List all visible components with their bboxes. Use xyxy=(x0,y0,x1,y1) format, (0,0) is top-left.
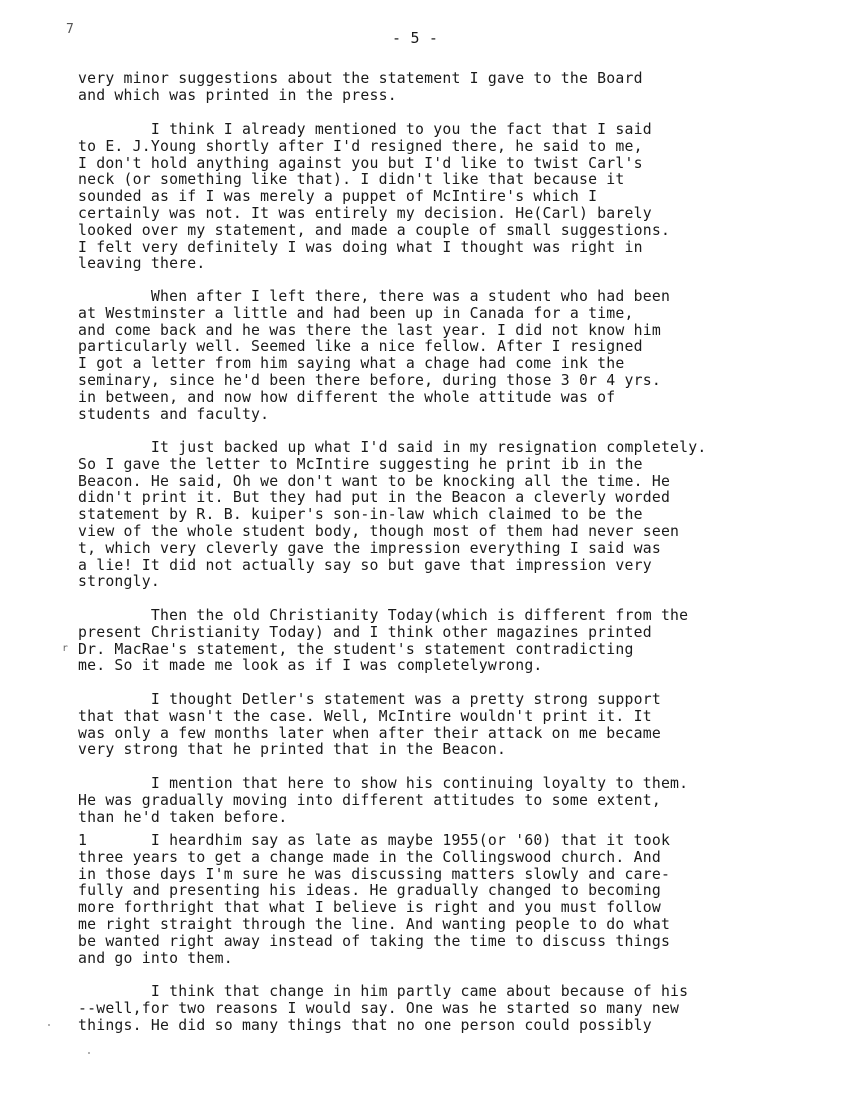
paragraph-8: 1 I heardhim say as late as maybe 1955(or '60) that it took three years to get a change made in the Collingswood church. And in those days I'm sure he was discussing matters slowly and care- fully and presenting his ideas. He gradually changed to becoming more forthright that what I believe is right and you must follow me right straight through the line. And wanting people to do what be wanted right away instead of taking the time to discuss things and go into them. xyxy=(78,832,671,967)
scan-speck xyxy=(48,1024,50,1026)
paragraph-5: Then the old Christianity Today(which is different from the present Christianity Today) and I think other magazines printed Dr. MacRae's statement, the student's statement contradicting me. So it made me look as if I was completelywrong. xyxy=(78,607,689,675)
paragraph-4: It just backed up what I'd said in my resignation completely. So I gave the letter to McIntire suggesting he print ib in the Beacon. He said, Oh we don't want to be knocking all the time. He didn't print it. But they had put in the Beacon a cleverly worded statement by R. B. kuiper's son-in-law which claimed to be the view of the whole student body, though most of them had never seen t, which very cleverly gave the impression everything I said was a lie! It did not actually say so but gave that impression very strongly. xyxy=(78,439,707,591)
margin-annotation: r xyxy=(62,643,69,654)
paragraph-7: I mention that here to show his continuing loyalty to them. He was gradually moving into different attitudes to some extent, than he'd taken before. xyxy=(78,775,689,826)
paragraph-9: I think that change in him partly came about because of his --well,for two reasons I would say. One was he started so many new things. He did so many things that no one person could possibly xyxy=(78,983,689,1034)
corner-handwritten-mark: 7 xyxy=(66,22,75,37)
paragraph-3: When after I left there, there was a student who had been at Westminster a little and had been up in Canada for a time, and come back and he was there the last year. I did not know him particularly well. Seemed like a nice fellow. After I resigned I got a letter from him saying what a chage had come ink the seminary, since he'd been there before, during those 3 0r 4 yrs. in between, and now how different the whole attitude was of students and faculty. xyxy=(78,288,671,423)
page-number: - 5 - xyxy=(392,29,439,47)
paragraph-2: I think I already mentioned to you the fact that I said to E. J.Young shortly after I'd resigned there, he said to me, I don't hold anything against you but I'd like to twist Carl's neck (or something like that). I didn't like that because it sounded as if I was merely a puppet of McIntire's which I certainly was not. It was entirely my decision. He(Carl) barely looked over my statement, and made a couple of small suggestions. I felt very definitely I was doing what I thought was right in leaving there. xyxy=(78,121,671,273)
paragraph-1: very minor suggestions about the statement I gave to the Board and which was printed in the press. xyxy=(78,70,643,104)
paragraph-6: I thought Detler's statement was a pretty strong support that that wasn't the case. Well, McIntire wouldn't print it. It was only a few months later when after their attack on me became very strong that he printed that in the Beacon. xyxy=(78,691,661,759)
scan-speck xyxy=(88,1052,90,1054)
